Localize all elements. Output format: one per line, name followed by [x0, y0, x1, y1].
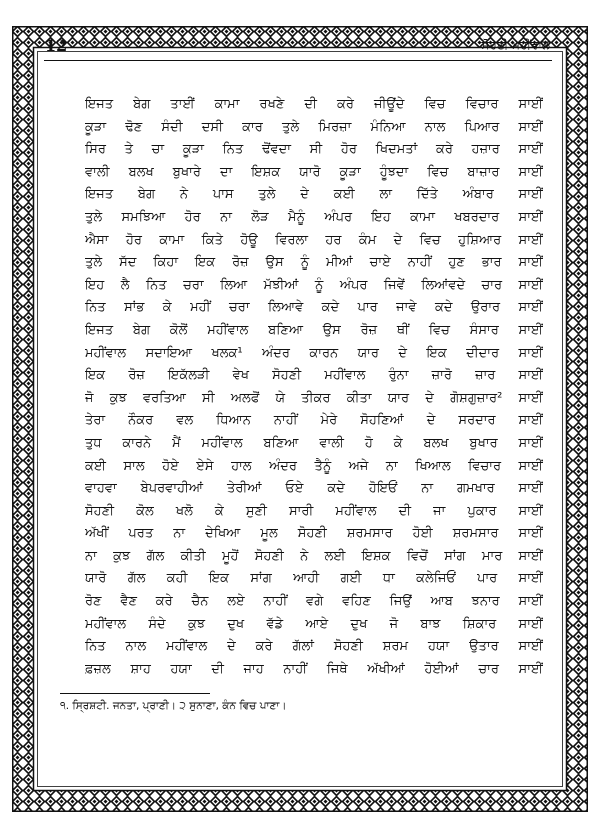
page-number: 12 [45, 36, 68, 55]
verse-line: ਕੂੜਾ ਢੋਣ ਸੰਦੀ ਦਸੀ ਕਾਰ ਤੁਲੇ ਮਿਰਜ਼ਾ ਮੰਨਿਆ ਨਾਲ ਪਿਆਰ ਸਾਈਂ [85, 119, 543, 135]
verse-line: ਸੋਹਣੀ ਕੋਲ ਖਲੋ ਕੇ ਸੁਣੀ ਸਾਰੀ ਮਹੀਂਵਾਲ ਦੀ ਜਾ ਪੁਕਾਰ ਸਾਈਂ [85, 503, 543, 519]
footnote-divider [60, 693, 210, 694]
verse-line: ਨਾ ਕੁਝ ਗੱਲ ਕੀਤੀ ਮੂਹੋਂ ਸੋਹਣੀ ਨੇ ਲਈ ਇਸ਼ਕ ਵਿਚੋਂ ਸਾਂਗ ਮਾਰ ਸਾਈਂ [85, 548, 543, 564]
verse-line: ਰੋਣ ਵੈਣ ਕਰੇ ਚੈਨ ਲਏ ਨਾਹੀਂ ਵਗੇ ਵਹਿਣ ਜਿਉਂ ਆਬ ਝਨਾਰ ਸਾਈਂ [85, 594, 543, 610]
verse-line: ਵਾਹਵਾ ਬੇਪਰਵਾਹੀਆਂ ਤੇਰੀਆਂ ਓਏ ਕਦੇ ਹੋਇਓਂ ਨਾ ਗਮਖਾਰ ਸਾਈਂ [85, 481, 543, 497]
footnote: ੧. ਸ੍ਰਿਸ਼ਟੀ. ਜਨਤਾ, ਪ੍ਰਾਣੀ। ੨ ਸੁਨਾਣਾ, ਕੰਨ ਵਿਚ ਪਾਣਾ। [60, 700, 287, 712]
verse-line: ਐਸਾ ਹੋਰ ਕਾਮਾ ਕਿਤੇ ਹੋਊ ਵਿਰਲਾ ਹਰ ਕੰਮ ਦੇ ਵਿਚ ਹੁਸ਼ਿਆਰ ਸਾਈਂ [85, 232, 543, 248]
verse-line: ਅੱਖੀਂ ਪਰਤ ਨਾ ਦੇਖਿਆ ਮੂਲ ਸੋਹਣੀ ਸ਼ਰਮਸਾਰ ਹੋਈ ਸ਼ਰਮਸਾਰ ਸਾਈਂ [85, 526, 543, 542]
verse-line: ਜੋ ਕੁਝ ਵਰਤਿਆ ਸੀ ਅਲਫੋਂ ਯੇ ਤੀਕਰ ਕੀਤਾ ਯਾਰ ਦੇ ਗੋਸ਼ਗੁਜ਼ਾਰ² ਸਾਈਂ [85, 390, 543, 406]
verse-line: ਇਜਤ ਬੇਗ ਨੇ ਪਾਸ ਤੁਲੇ ਦੇ ਕਈ ਲਾ ਦਿੱਤੇ ਅੰਬਾਰ ਸਾਈਂ [85, 187, 543, 203]
verse-line: ਮਹੀਂਵਾਲ ਸੰਦੇ ਕੁਝ ਦੁਖ ਵੱਡੇ ਆਏ ਦੁਖ ਜੋ ਬਾਝ ਸ਼ਿਕਾਰ ਸਾਈਂ [85, 616, 543, 632]
verse-line: ਇਕ ਰੋਜ਼ ਇਕੱਲੜੀ ਵੇਖ ਸੋਹਣੀ ਮਹੀਂਵਾਲ ਰੁੰਨਾ ਜ਼ਾਰੋ ਜ਼ਾਰ ਸਾਈਂ [85, 368, 543, 384]
verse-line: ਨਿਤ ਨਾਲ ਮਹੀਂਵਾਲ ਦੇ ਕਰੇ ਗੱਲਾਂ ਸੋਹਣੀ ਸ਼ਰਮ ਹਯਾ ਉਤਾਰ ਸਾਈਂ [85, 639, 543, 655]
verse-line: ਕਈ ਸਾਲ ਹੋਏ ਏਸੇ ਹਾਲ ਅੰਦਰ ਤੈਨੂੰ ਅਜੇ ਨਾ ਖਿਆਲ ਵਿਚਾਰ ਸਾਈਂ [85, 458, 543, 474]
verse-line: ਤੁਧ ਕਾਰਨੇ ਮੈਂ ਮਹੀਂਵਾਲ ਬਣਿਆ ਵਾਲੀ ਹੋ ਕੇ ਬਲਖ ਬੁਖਾਰ ਸਾਈਂ [85, 435, 543, 451]
verse-line: ਤੇਰਾ ਨੌਕਰ ਵਲ ਧਿਆਨ ਨਾਹੀਂ ਮੇਰੇ ਸੋਹਣਿਆਂ ਦੇ ਸਰਦਾਰ ਸਾਈਂ [85, 413, 543, 429]
verse-list [85, 94, 543, 681]
verse-line: ਇਜਤ ਬੇਗ ਤਾਈਂ ਕਾਮਾ ਰਖਣੇ ਦੀ ਕਰੇ ਜੀਊਂਦੇ ਵਿਚ ਵਿਚਾਰ ਸਾਈਂ [85, 97, 543, 112]
verse-line: ਤੁਲੇ ਸਮਝਿਆ ਹੋਰ ਨਾ ਲੋੜ ਮੈਨੂੰ ਅੰਪਰ ਇਹ ਕਾਮਾ ਖਬਰਦਾਰ ਸਾਈਂ [85, 209, 543, 225]
verse-line: ਤੁਲੇ ਸੱਦ ਕਿਹਾ ਇਕ ਰੋਜ਼ ਉਸ ਨੂੰ ਮੀਆਂ ਚਾਏ ਨਾਹੀਂ ਹੁਣ ਭਾਰ ਸਾਈਂ [85, 255, 543, 271]
verse-line: ਨਿਤ ਸਾਂਭ ਕੇ ਮਹੀਂ ਚਰਾ ਲਿਆਵੇ ਕਦੇ ਪਾਰ ਜਾਵੇ ਕਦੇ ਉਰਾਰ ਸਾਈਂ [85, 300, 543, 316]
verse-line: ਵਾਲੀ ਬਲਖ ਬੁਖਾਰੇ ਦਾ ਇਸ਼ਕ ਯਾਰੋ ਕੂੜਾ ਹੂੰਝਦਾ ਵਿਚ ਬਾਜ਼ਾਰ ਸਾਈਂ [85, 164, 543, 180]
running-title: ਸੋਹਣੀ ਮਹੀਂਵਾਲ [481, 38, 550, 52]
verse-line: ਫ਼ਜ਼ਲ ਸ਼ਾਹ ਹਯਾ ਦੀ ਜਾਹ ਨਾਹੀਂ ਜਿਥੇ ਅੱਖੀਆਂ ਹੋਈਆਂ ਚਾਰ ਸਾਈਂ [85, 661, 543, 677]
verse-line: ਇਜਤ ਬੇਗ ਕੋਲੋਂ ਮਹੀਂਵਾਲ ਬਣਿਆ ਉਸ ਰੋਜ਼ ਥੀਂ ਵਿਚ ਸੰਸਾਰ ਸਾਈਂ [85, 322, 543, 338]
verse-line: ਮਹੀਂਵਾਲ ਸਦਾਇਆ ਖਲਕ¹ ਅੰਦਰ ਕਾਰਨ ਯਾਰ ਦੇ ਇਕ ਦੀਦਾਰ ਸਾਈਂ [85, 345, 543, 361]
verse-line: ਯਾਰੋ ਗੱਲ ਕਹੀ ਇਕ ਸਾਂਗ ਆਹੀ ਗਈ ਧਾ ਕਲੇਜਿਓਂ ਪਾਰ ਸਾਈਂ [85, 571, 543, 587]
header-divider [44, 60, 552, 61]
verse-line: ਇਹ ਲੈ ਨਿਤ ਚਰਾ ਲਿਆ ਮੱਝੀਆਂ ਨੂੰ ਅੰਪਰ ਜਿਵੇਂ ਲਿਆਂਵਦੇ ਚਾਰ ਸਾਈਂ [85, 277, 543, 293]
verse-line: ਸਿਰ ਤੇ ਚਾ ਕੂੜਾ ਨਿਤ ਢੋਂਵਦਾ ਸੀ ਹੋਰ ਖਿਦਮਤਾਂ ਕਰੇ ਹਜ਼ਾਰ ਸਾਈਂ [85, 142, 543, 158]
